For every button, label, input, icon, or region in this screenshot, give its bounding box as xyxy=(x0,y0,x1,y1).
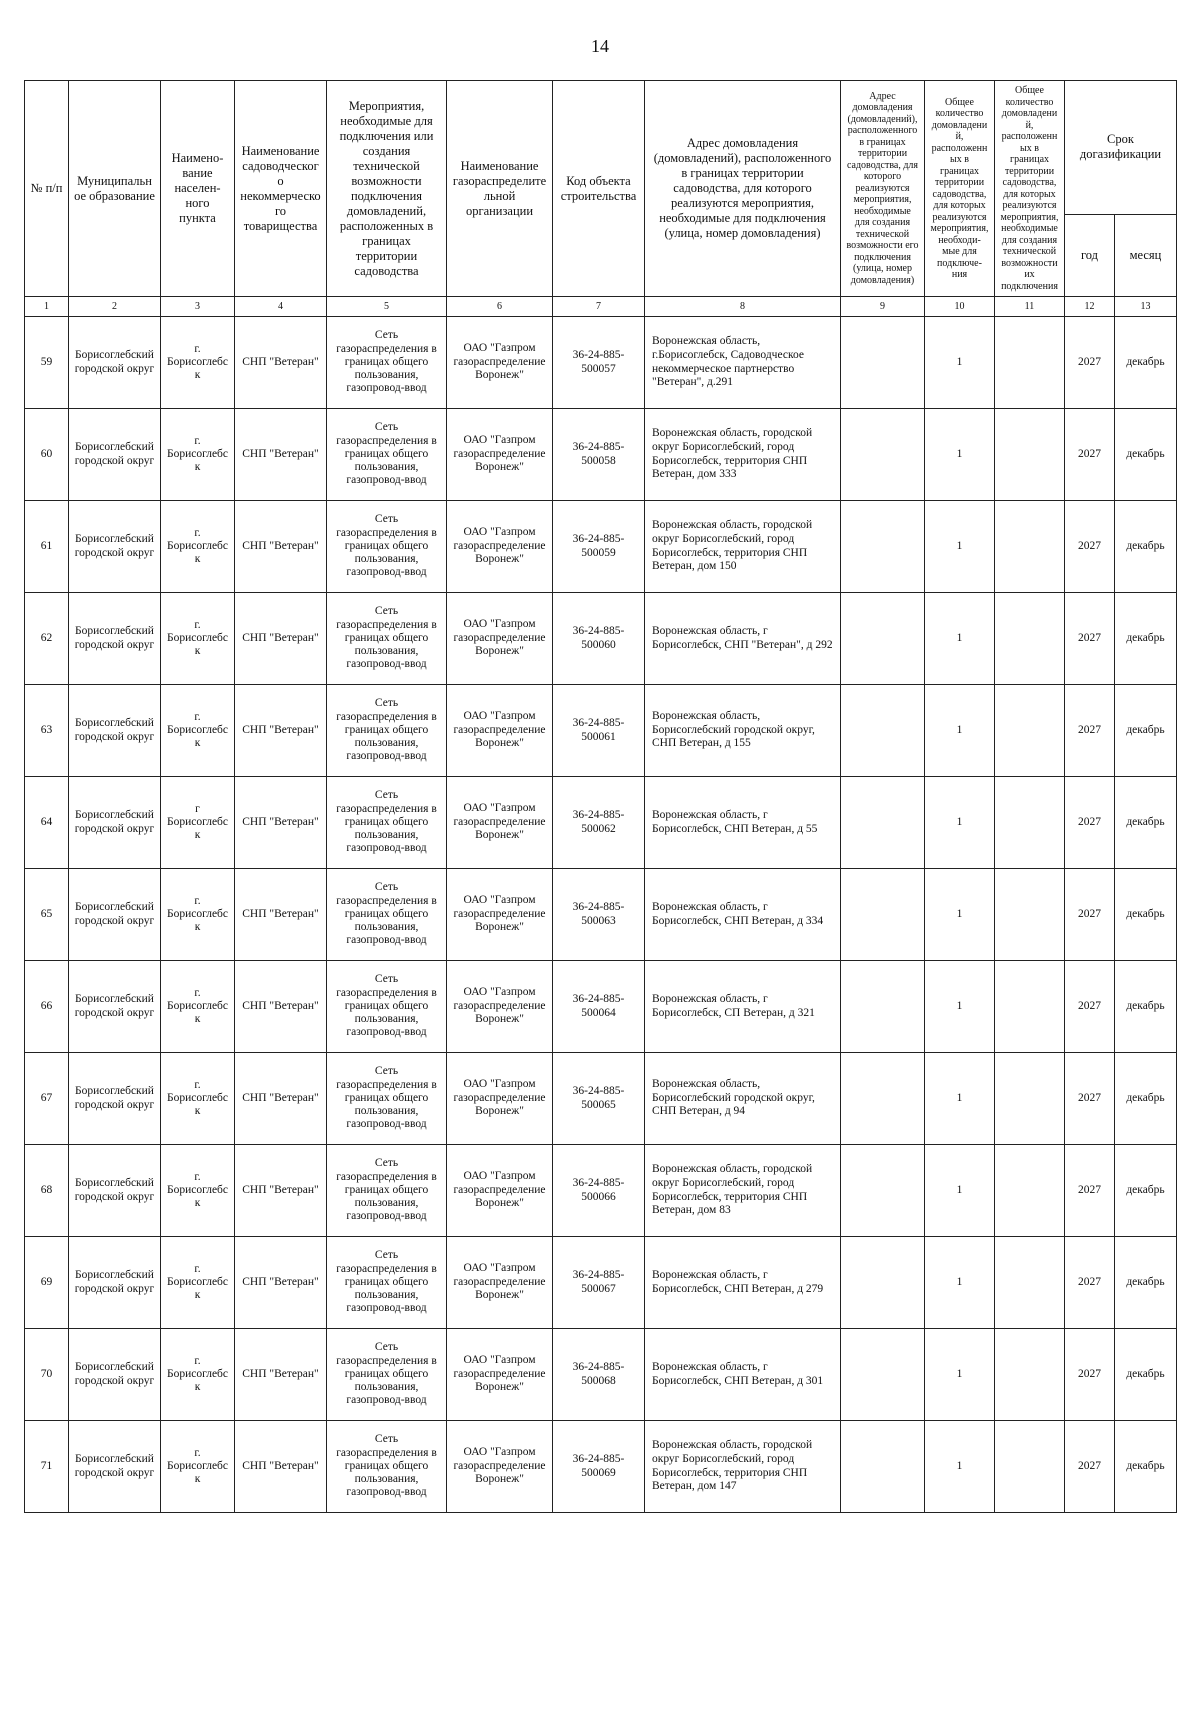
row-number: 66 xyxy=(25,961,69,1053)
gas-org-cell: ОАО "Газпром газораспределение Воронеж" xyxy=(447,317,553,409)
municipality-cell: Борисоглебский городской округ xyxy=(69,685,161,777)
municipality-cell: Борисоглебский городской округ xyxy=(69,317,161,409)
partnership-cell: СНП "Ветеран" xyxy=(235,1421,327,1513)
table-row xyxy=(25,1237,1177,1329)
row-number: 71 xyxy=(25,1421,69,1513)
address-capability-cell xyxy=(841,869,925,961)
column-number: 8 xyxy=(645,297,841,317)
header-row xyxy=(25,81,1177,215)
count-connection-cell: 1 xyxy=(925,1421,995,1513)
count-capability-cell xyxy=(995,869,1065,961)
measures-cell: Сеть газораспределения в границах общего пользования, газопровод-ввод xyxy=(327,317,447,409)
count-capability-cell xyxy=(995,1421,1065,1513)
header-address-connection: Адрес домовладения (домовладений), расположенного в границах территории садоводства, для которого реализуются мероприятия, необходимые для подключения (улица, номер домовладения) xyxy=(645,81,841,297)
count-capability-cell xyxy=(995,409,1065,501)
column-number: 12 xyxy=(1065,297,1115,317)
gas-org-cell: ОАО "Газпром газораспределение Воронеж" xyxy=(447,1421,553,1513)
row-number: 59 xyxy=(25,317,69,409)
month-cell: декабрь xyxy=(1115,961,1177,1053)
column-number: 13 xyxy=(1115,297,1177,317)
month-cell: декабрь xyxy=(1115,1053,1177,1145)
address-capability-cell xyxy=(841,961,925,1053)
measures-cell: Сеть газораспределения в границах общего пользования, газопровод-ввод xyxy=(327,1053,447,1145)
table-row xyxy=(25,685,1177,777)
gas-org-cell: ОАО "Газпром газораспределение Воронеж" xyxy=(447,777,553,869)
year-cell: 2027 xyxy=(1065,961,1115,1053)
address-connection-cell: Воронежская область, городской округ Борисоглебский, город Борисоглебск, территория СНП Ветеран, дом 147 xyxy=(645,1421,841,1513)
measures-cell: Сеть газораспределения в границах общего пользования, газопровод-ввод xyxy=(327,869,447,961)
table-header xyxy=(25,81,1177,317)
year-cell: 2027 xyxy=(1065,409,1115,501)
address-connection-cell: Воронежская область, городской округ Борисоглебский, город Борисоглебск, территория СНП Ветеран, дом 333 xyxy=(645,409,841,501)
month-cell: декабрь xyxy=(1115,1329,1177,1421)
partnership-cell: СНП "Ветеран" xyxy=(235,685,327,777)
gas-org-cell: ОАО "Газпром газораспределение Воронеж" xyxy=(447,501,553,593)
count-capability-cell xyxy=(995,777,1065,869)
settlement-cell: г. Борисоглебск xyxy=(161,1053,235,1145)
row-number: 68 xyxy=(25,1145,69,1237)
count-connection-cell: 1 xyxy=(925,777,995,869)
count-connection-cell: 1 xyxy=(925,1145,995,1237)
count-capability-cell xyxy=(995,501,1065,593)
municipality-cell: Борисоглебский городской округ xyxy=(69,1421,161,1513)
table-row xyxy=(25,409,1177,501)
count-capability-cell xyxy=(995,317,1065,409)
gas-org-cell: ОАО "Газпром газораспределение Воронеж" xyxy=(447,409,553,501)
measures-cell: Сеть газораспределения в границах общего пользования, газопровод-ввод xyxy=(327,593,447,685)
year-cell: 2027 xyxy=(1065,501,1115,593)
header-address-capability: Адрес домовладения (домовладений), расположенного в границах территории садоводства, для которого реализуются мероприятия, необходимые для создания технической возможности его подключения (улица, номер домовладения) xyxy=(841,81,925,297)
table-row xyxy=(25,961,1177,1053)
table-row xyxy=(25,777,1177,869)
gasification-table xyxy=(24,80,1177,1513)
municipality-cell: Борисоглебский городской округ xyxy=(69,1329,161,1421)
header-measures: Мероприятия, необходимые для подключения или создания технической возможности подключения домовладений, расположенных в границах территории садоводства xyxy=(327,81,447,297)
address-capability-cell xyxy=(841,1329,925,1421)
table-row xyxy=(25,1145,1177,1237)
year-cell: 2027 xyxy=(1065,1329,1115,1421)
year-cell: 2027 xyxy=(1065,685,1115,777)
row-number: 65 xyxy=(25,869,69,961)
row-number: 62 xyxy=(25,593,69,685)
settlement-cell: г. Борисоглебск xyxy=(161,961,235,1053)
count-capability-cell xyxy=(995,1237,1065,1329)
object-code-cell: 36-24-885-500067 xyxy=(553,1237,645,1329)
month-cell: декабрь xyxy=(1115,1421,1177,1513)
object-code-cell: 36-24-885-500058 xyxy=(553,409,645,501)
table-row xyxy=(25,501,1177,593)
row-number: 67 xyxy=(25,1053,69,1145)
settlement-cell: г. Борисоглебск xyxy=(161,869,235,961)
settlement-cell: г. Борисоглебск xyxy=(161,1329,235,1421)
month-cell: декабрь xyxy=(1115,1237,1177,1329)
table-row xyxy=(25,1329,1177,1421)
year-cell: 2027 xyxy=(1065,869,1115,961)
municipality-cell: Борисоглебский городской округ xyxy=(69,1053,161,1145)
settlement-cell: г. Борисоглебск xyxy=(161,593,235,685)
count-connection-cell: 1 xyxy=(925,961,995,1053)
header-month: месяц xyxy=(1115,214,1177,296)
object-code-cell: 36-24-885-500065 xyxy=(553,1053,645,1145)
object-code-cell: 36-24-885-500059 xyxy=(553,501,645,593)
year-cell: 2027 xyxy=(1065,593,1115,685)
address-connection-cell: Воронежская область, г Борисоглебск, СП Ветеран, д 321 xyxy=(645,961,841,1053)
header-year: год xyxy=(1065,214,1115,296)
column-number: 10 xyxy=(925,297,995,317)
page-number: 14 xyxy=(591,36,609,56)
count-capability-cell xyxy=(995,961,1065,1053)
measures-cell: Сеть газораспределения в границах общего пользования, газопровод-ввод xyxy=(327,1237,447,1329)
address-capability-cell xyxy=(841,685,925,777)
count-capability-cell xyxy=(995,1329,1065,1421)
column-number: 2 xyxy=(69,297,161,317)
table-row xyxy=(25,317,1177,409)
count-capability-cell xyxy=(995,593,1065,685)
address-capability-cell xyxy=(841,409,925,501)
address-capability-cell xyxy=(841,501,925,593)
settlement-cell: г Борисоглебск xyxy=(161,777,235,869)
gas-org-cell: ОАО "Газпром газораспределение Воронеж" xyxy=(447,869,553,961)
gasification-table-wrapper xyxy=(24,80,1176,1513)
measures-cell: Сеть газораспределения в границах общего пользования, газопровод-ввод xyxy=(327,777,447,869)
column-number: 5 xyxy=(327,297,447,317)
count-connection-cell: 1 xyxy=(925,869,995,961)
measures-cell: Сеть газораспределения в границах общего пользования, газопровод-ввод xyxy=(327,501,447,593)
settlement-cell: г. Борисоглебск xyxy=(161,1421,235,1513)
header-settlement: Наимено-вание населен-ного пункта xyxy=(161,81,235,297)
count-connection-cell: 1 xyxy=(925,1329,995,1421)
month-cell: декабрь xyxy=(1115,593,1177,685)
address-connection-cell: Воронежская область, г.Борисоглебск, Садоводческое некоммерческое партнерство "Ветеран", д.291 xyxy=(645,317,841,409)
object-code-cell: 36-24-885-500061 xyxy=(553,685,645,777)
municipality-cell: Борисоглебский городской округ xyxy=(69,501,161,593)
address-connection-cell: Воронежская область, городской округ Борисоглебский, город Борисоглебск, территория СНП Ветеран, дом 150 xyxy=(645,501,841,593)
partnership-cell: СНП "Ветеран" xyxy=(235,409,327,501)
municipality-cell: Борисоглебский городской округ xyxy=(69,1145,161,1237)
month-cell: декабрь xyxy=(1115,409,1177,501)
row-number: 70 xyxy=(25,1329,69,1421)
object-code-cell: 36-24-885-500069 xyxy=(553,1421,645,1513)
settlement-cell: г. Борисоглебск xyxy=(161,1237,235,1329)
table-body xyxy=(25,317,1177,1513)
month-cell: декабрь xyxy=(1115,777,1177,869)
table-row xyxy=(25,1421,1177,1513)
year-cell: 2027 xyxy=(1065,1237,1115,1329)
header-partnership: Наименование садоводческого некоммерческого товарищества xyxy=(235,81,327,297)
row-number: 63 xyxy=(25,685,69,777)
address-capability-cell xyxy=(841,777,925,869)
count-connection-cell: 1 xyxy=(925,501,995,593)
object-code-cell: 36-24-885-500068 xyxy=(553,1329,645,1421)
address-connection-cell: Воронежская область, Борисоглебский городской округ, СНП Ветеран, д 94 xyxy=(645,1053,841,1145)
column-number: 4 xyxy=(235,297,327,317)
column-number: 11 xyxy=(995,297,1065,317)
column-number: 7 xyxy=(553,297,645,317)
object-code-cell: 36-24-885-500062 xyxy=(553,777,645,869)
column-number: 6 xyxy=(447,297,553,317)
header-number: № п/п xyxy=(25,81,69,297)
object-code-cell: 36-24-885-500064 xyxy=(553,961,645,1053)
municipality-cell: Борисоглебский городской округ xyxy=(69,593,161,685)
gas-org-cell: ОАО "Газпром газораспределение Воронеж" xyxy=(447,1053,553,1145)
object-code-cell: 36-24-885-500066 xyxy=(553,1145,645,1237)
address-capability-cell xyxy=(841,1145,925,1237)
settlement-cell: г. Борисоглебск xyxy=(161,317,235,409)
partnership-cell: СНП "Ветеран" xyxy=(235,317,327,409)
gas-org-cell: ОАО "Газпром газораспределение Воронеж" xyxy=(447,961,553,1053)
column-number: 1 xyxy=(25,297,69,317)
partnership-cell: СНП "Ветеран" xyxy=(235,1237,327,1329)
address-connection-cell: Воронежская область, г Борисоглебск, СНП Ветеран, д 334 xyxy=(645,869,841,961)
municipality-cell: Борисоглебский городской округ xyxy=(69,961,161,1053)
year-cell: 2027 xyxy=(1065,1053,1115,1145)
municipality-cell: Борисоглебский городской округ xyxy=(69,777,161,869)
municipality-cell: Борисоглебский городской округ xyxy=(69,409,161,501)
address-capability-cell xyxy=(841,1053,925,1145)
month-cell: декабрь xyxy=(1115,501,1177,593)
measures-cell: Сеть газораспределения в границах общего пользования, газопровод-ввод xyxy=(327,1421,447,1513)
count-capability-cell xyxy=(995,1053,1065,1145)
row-number: 69 xyxy=(25,1237,69,1329)
row-number: 60 xyxy=(25,409,69,501)
gas-org-cell: ОАО "Газпром газораспределение Воронеж" xyxy=(447,593,553,685)
month-cell: декабрь xyxy=(1115,1145,1177,1237)
year-cell: 2027 xyxy=(1065,1421,1115,1513)
settlement-cell: г. Борисоглебск xyxy=(161,501,235,593)
table-row xyxy=(25,593,1177,685)
header-count-connection: Общее количество домовладений, расположенных в границах территории садоводства, для которых реализуются мероприятия, необходи-мые для подключе-ния xyxy=(925,81,995,297)
count-connection-cell: 1 xyxy=(925,593,995,685)
object-code-cell: 36-24-885-500063 xyxy=(553,869,645,961)
address-connection-cell: Воронежская область, г Борисоглебск, СНП Ветеран, д 55 xyxy=(645,777,841,869)
partnership-cell: СНП "Ветеран" xyxy=(235,1329,327,1421)
address-capability-cell xyxy=(841,317,925,409)
partnership-cell: СНП "Ветеран" xyxy=(235,961,327,1053)
settlement-cell: г. Борисоглебск xyxy=(161,1145,235,1237)
year-cell: 2027 xyxy=(1065,1145,1115,1237)
row-number: 61 xyxy=(25,501,69,593)
partnership-cell: СНП "Ветеран" xyxy=(235,1145,327,1237)
address-connection-cell: Воронежская область, городской округ Борисоглебский, город Борисоглебск, территория СНП Ветеран, дом 83 xyxy=(645,1145,841,1237)
object-code-cell: 36-24-885-500060 xyxy=(553,593,645,685)
count-capability-cell xyxy=(995,1145,1065,1237)
address-connection-cell: Воронежская область, г Борисоглебск, СНП Ветеран, д 301 xyxy=(645,1329,841,1421)
count-connection-cell: 1 xyxy=(925,409,995,501)
address-connection-cell: Воронежская область, г Борисоглебск, СНП Ветеран, д 279 xyxy=(645,1237,841,1329)
gas-org-cell: ОАО "Газпром газораспределение Воронеж" xyxy=(447,1329,553,1421)
object-code-cell: 36-24-885-500057 xyxy=(553,317,645,409)
gas-org-cell: ОАО "Газпром газораспределение Воронеж" xyxy=(447,1145,553,1237)
header-deadline: Срок догазификации xyxy=(1065,81,1177,215)
count-connection-cell: 1 xyxy=(925,1237,995,1329)
address-capability-cell xyxy=(841,593,925,685)
column-number: 3 xyxy=(161,297,235,317)
settlement-cell: г. Борисоглебск xyxy=(161,685,235,777)
address-connection-cell: Воронежская область, г Борисоглебск, СНП "Ветеран", д 292 xyxy=(645,593,841,685)
partnership-cell: СНП "Ветеран" xyxy=(235,501,327,593)
gas-org-cell: ОАО "Газпром газораспределение Воронеж" xyxy=(447,685,553,777)
year-cell: 2027 xyxy=(1065,317,1115,409)
partnership-cell: СНП "Ветеран" xyxy=(235,869,327,961)
header-object-code: Код объекта строительства xyxy=(553,81,645,297)
measures-cell: Сеть газораспределения в границах общего пользования, газопровод-ввод xyxy=(327,961,447,1053)
table-row xyxy=(25,1053,1177,1145)
month-cell: декабрь xyxy=(1115,685,1177,777)
table-row xyxy=(25,869,1177,961)
column-number-row xyxy=(25,297,1177,317)
month-cell: декабрь xyxy=(1115,869,1177,961)
municipality-cell: Борисоглебский городской округ xyxy=(69,1237,161,1329)
address-capability-cell xyxy=(841,1421,925,1513)
year-cell: 2027 xyxy=(1065,777,1115,869)
gas-org-cell: ОАО "Газпром газораспределение Воронеж" xyxy=(447,1237,553,1329)
count-connection-cell: 1 xyxy=(925,685,995,777)
column-number: 9 xyxy=(841,297,925,317)
partnership-cell: СНП "Ветеран" xyxy=(235,593,327,685)
count-connection-cell: 1 xyxy=(925,317,995,409)
header-count-capability: Общее количество домовладений, расположенных в границах территории садоводства, для которых реализуются мероприятия, необходимые для создания технической возможности их подключения xyxy=(995,81,1065,297)
header-gas-org: Наименование газораспределительной организации xyxy=(447,81,553,297)
measures-cell: Сеть газораспределения в границах общего пользования, газопровод-ввод xyxy=(327,409,447,501)
measures-cell: Сеть газораспределения в границах общего пользования, газопровод-ввод xyxy=(327,1145,447,1237)
count-capability-cell xyxy=(995,685,1065,777)
count-connection-cell: 1 xyxy=(925,1053,995,1145)
measures-cell: Сеть газораспределения в границах общего пользования, газопровод-ввод xyxy=(327,1329,447,1421)
address-connection-cell: Воронежская область, Борисоглебский городской округ, СНП Ветеран, д 155 xyxy=(645,685,841,777)
partnership-cell: СНП "Ветеран" xyxy=(235,777,327,869)
municipality-cell: Борисоглебский городской округ xyxy=(69,869,161,961)
address-capability-cell xyxy=(841,1237,925,1329)
row-number: 64 xyxy=(25,777,69,869)
measures-cell: Сеть газораспределения в границах общего пользования, газопровод-ввод xyxy=(327,685,447,777)
header-municipality: Муниципальное образование xyxy=(69,81,161,297)
month-cell: декабрь xyxy=(1115,317,1177,409)
partnership-cell: СНП "Ветеран" xyxy=(235,1053,327,1145)
settlement-cell: г. Борисоглебск xyxy=(161,409,235,501)
